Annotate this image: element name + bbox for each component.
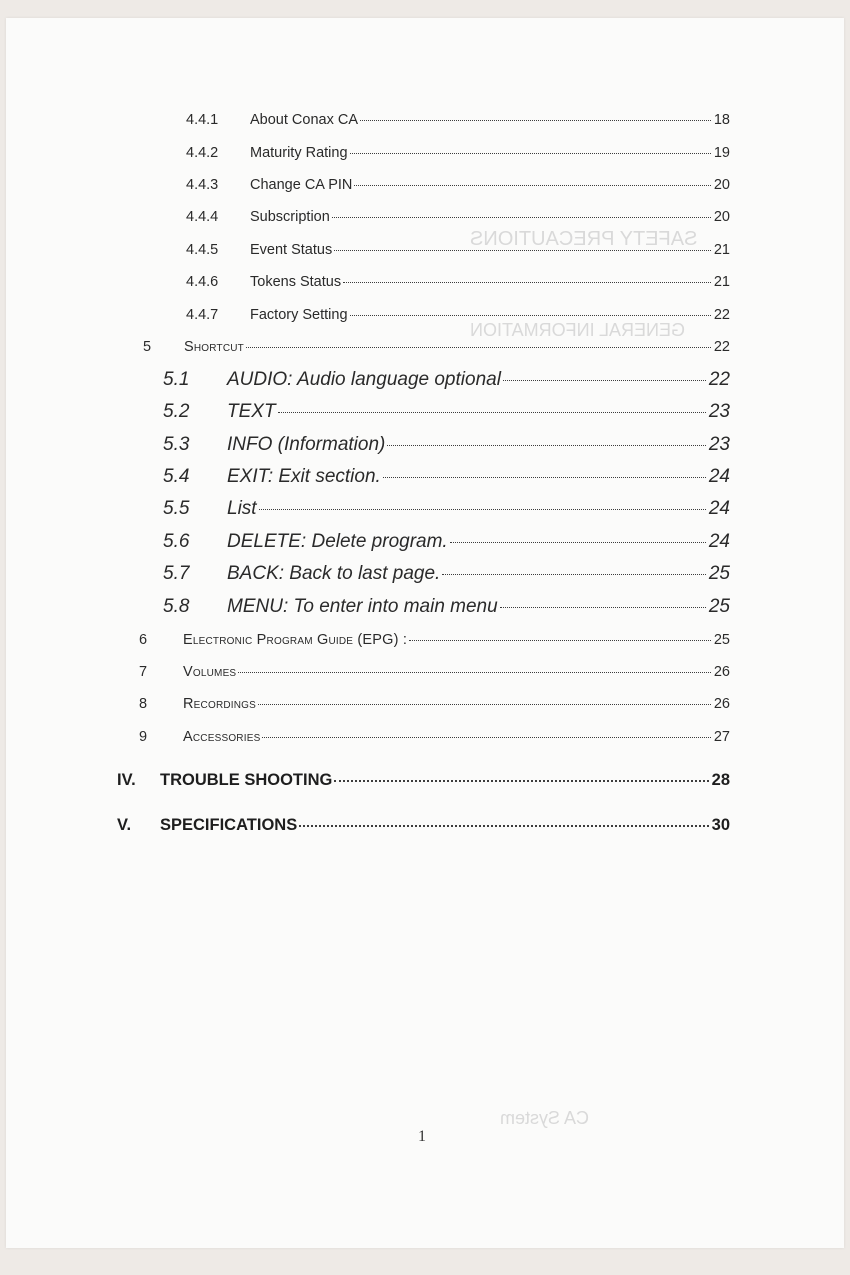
entry-number: 4.4.2 xyxy=(186,145,219,161)
dot-leader xyxy=(383,477,706,478)
entry-title: Accessories xyxy=(183,729,261,745)
dot-leader xyxy=(503,380,706,381)
entry-number: 4.4.5 xyxy=(186,242,219,258)
toc-entry-5[interactable] xyxy=(143,339,730,355)
dot-leader xyxy=(258,704,711,705)
entry-page: 22 xyxy=(713,339,730,355)
entry-title: DELETE: Delete program. xyxy=(227,531,448,552)
toc-entry-5-2[interactable] xyxy=(163,401,730,423)
entry-page: 30 xyxy=(711,816,730,834)
entry-title: INFO (Information) xyxy=(227,434,386,455)
dot-leader xyxy=(259,509,706,510)
dot-leader xyxy=(334,780,708,782)
entry-page: 24 xyxy=(708,466,730,487)
dot-leader xyxy=(387,445,705,446)
entry-page: 23 xyxy=(708,401,730,422)
dot-leader xyxy=(360,120,711,121)
toc-entry-9[interactable] xyxy=(139,729,730,745)
entry-title: TROUBLE SHOOTING xyxy=(160,771,333,789)
entry-title: Event Status xyxy=(250,242,333,258)
toc-entry-5-3[interactable] xyxy=(163,434,730,456)
dot-leader xyxy=(350,315,711,316)
entry-number: 4.4.4 xyxy=(186,209,219,225)
entry-title: MENU: To enter into main menu xyxy=(227,596,498,617)
entry-number: 5 xyxy=(143,339,152,355)
entry-page: 20 xyxy=(713,209,730,225)
entry-page: 28 xyxy=(711,771,730,789)
entry-title: Tokens Status xyxy=(250,274,342,290)
entry-number: 5.7 xyxy=(163,563,190,584)
dot-leader xyxy=(409,640,711,641)
dot-leader xyxy=(343,282,711,283)
entry-title: Recordings xyxy=(183,696,257,712)
entry-number: 4.4.7 xyxy=(186,307,219,323)
entry-number: 9 xyxy=(139,729,148,745)
entry-number: 4.4.3 xyxy=(186,177,219,193)
entry-page: 24 xyxy=(708,531,730,552)
toc-entry-4-4-6[interactable] xyxy=(186,274,730,290)
show-through-text: SAFETY PRECAUTIONS xyxy=(470,228,698,250)
toc-entry-4-4-5[interactable] xyxy=(186,242,730,258)
dot-leader xyxy=(442,574,706,575)
entry-number: 6 xyxy=(139,632,148,648)
entry-number: 5.3 xyxy=(163,434,190,455)
entry-page: 22 xyxy=(713,307,730,323)
entry-title: Factory Setting xyxy=(250,307,348,323)
toc-entry-chapter-iv[interactable] xyxy=(117,771,730,790)
toc-entry-4-4-4[interactable] xyxy=(186,209,730,225)
entry-page: 25 xyxy=(708,563,730,584)
toc-entry-chapter-v[interactable] xyxy=(117,816,730,835)
entry-title: BACK: Back to last page. xyxy=(227,563,441,584)
dot-leader xyxy=(299,825,708,827)
page-number: 1 xyxy=(418,1128,426,1145)
entry-number: V. xyxy=(117,816,132,834)
entry-number: 5.5 xyxy=(163,498,190,519)
entry-page: 21 xyxy=(713,274,730,290)
toc-entry-4-4-1[interactable] xyxy=(186,112,730,128)
dot-leader xyxy=(246,347,711,348)
entry-page: 18 xyxy=(713,112,730,128)
entry-number: 4.4.6 xyxy=(186,274,219,290)
entry-number: 4.4.1 xyxy=(186,112,219,128)
entry-page: 25 xyxy=(708,596,730,617)
show-through-text: CA System xyxy=(500,1108,590,1128)
dot-leader xyxy=(238,672,711,673)
dot-leader xyxy=(350,153,711,154)
entry-page: 21 xyxy=(713,242,730,258)
dot-leader xyxy=(334,250,711,251)
entry-title: Maturity Rating xyxy=(250,145,348,161)
entry-page: 20 xyxy=(713,177,730,193)
entry-page: 22 xyxy=(708,369,730,390)
entry-number: 5.1 xyxy=(163,369,190,390)
entry-page: 25 xyxy=(713,632,730,648)
entry-number: 5.4 xyxy=(163,466,190,487)
entry-number: 5.2 xyxy=(163,401,190,422)
toc-entry-4-4-3[interactable] xyxy=(186,177,730,193)
toc-entry-7[interactable] xyxy=(139,664,730,680)
entry-title: Volumes xyxy=(183,664,237,680)
toc-entry-5-7[interactable] xyxy=(163,563,730,585)
entry-title: AUDIO: Audio language optional xyxy=(227,369,501,390)
entry-title: SPECIFICATIONS xyxy=(160,816,298,834)
show-through-text: GENERAL INFORMATION xyxy=(470,320,686,340)
entry-title: List xyxy=(227,498,257,519)
entry-number: 5.8 xyxy=(163,596,190,617)
entry-number: 5.6 xyxy=(163,531,190,552)
dot-leader xyxy=(262,737,710,738)
entry-page: 19 xyxy=(713,145,730,161)
dot-leader xyxy=(332,217,711,218)
toc-entry-4-4-2[interactable] xyxy=(186,145,730,161)
entry-title: Change CA PIN xyxy=(250,177,353,193)
toc-entry-5-4[interactable] xyxy=(163,466,730,488)
entry-title: Shortcut xyxy=(184,339,244,355)
toc-entry-5-8[interactable] xyxy=(163,596,730,618)
entry-page: 27 xyxy=(713,729,730,745)
entry-number: 7 xyxy=(139,664,148,680)
toc-entry-4-4-7[interactable] xyxy=(186,307,730,323)
entry-page: 23 xyxy=(708,434,730,455)
entry-title: About Conax CA xyxy=(250,112,359,128)
toc-entry-5-1[interactable] xyxy=(163,369,730,391)
toc-entry-5-5[interactable] xyxy=(163,498,730,520)
entry-number: IV. xyxy=(117,771,136,789)
toc-entry-6[interactable] xyxy=(139,632,730,648)
dot-leader xyxy=(278,412,706,413)
toc-entry-5-6[interactable] xyxy=(163,531,730,553)
entry-title: EXIT: Exit section. xyxy=(227,466,381,487)
entry-page: 26 xyxy=(713,664,730,680)
dot-leader xyxy=(354,185,710,186)
dot-leader xyxy=(500,607,706,608)
dot-leader xyxy=(450,542,706,543)
entry-page: 26 xyxy=(713,696,730,712)
entry-title: Subscription xyxy=(250,209,330,225)
toc-entry-8[interactable] xyxy=(139,696,730,712)
entry-number: 8 xyxy=(139,696,148,712)
entry-title: Electronic Program Guide (EPG) : xyxy=(183,632,408,648)
entry-page: 24 xyxy=(708,498,730,519)
entry-title: TEXT xyxy=(227,401,276,422)
